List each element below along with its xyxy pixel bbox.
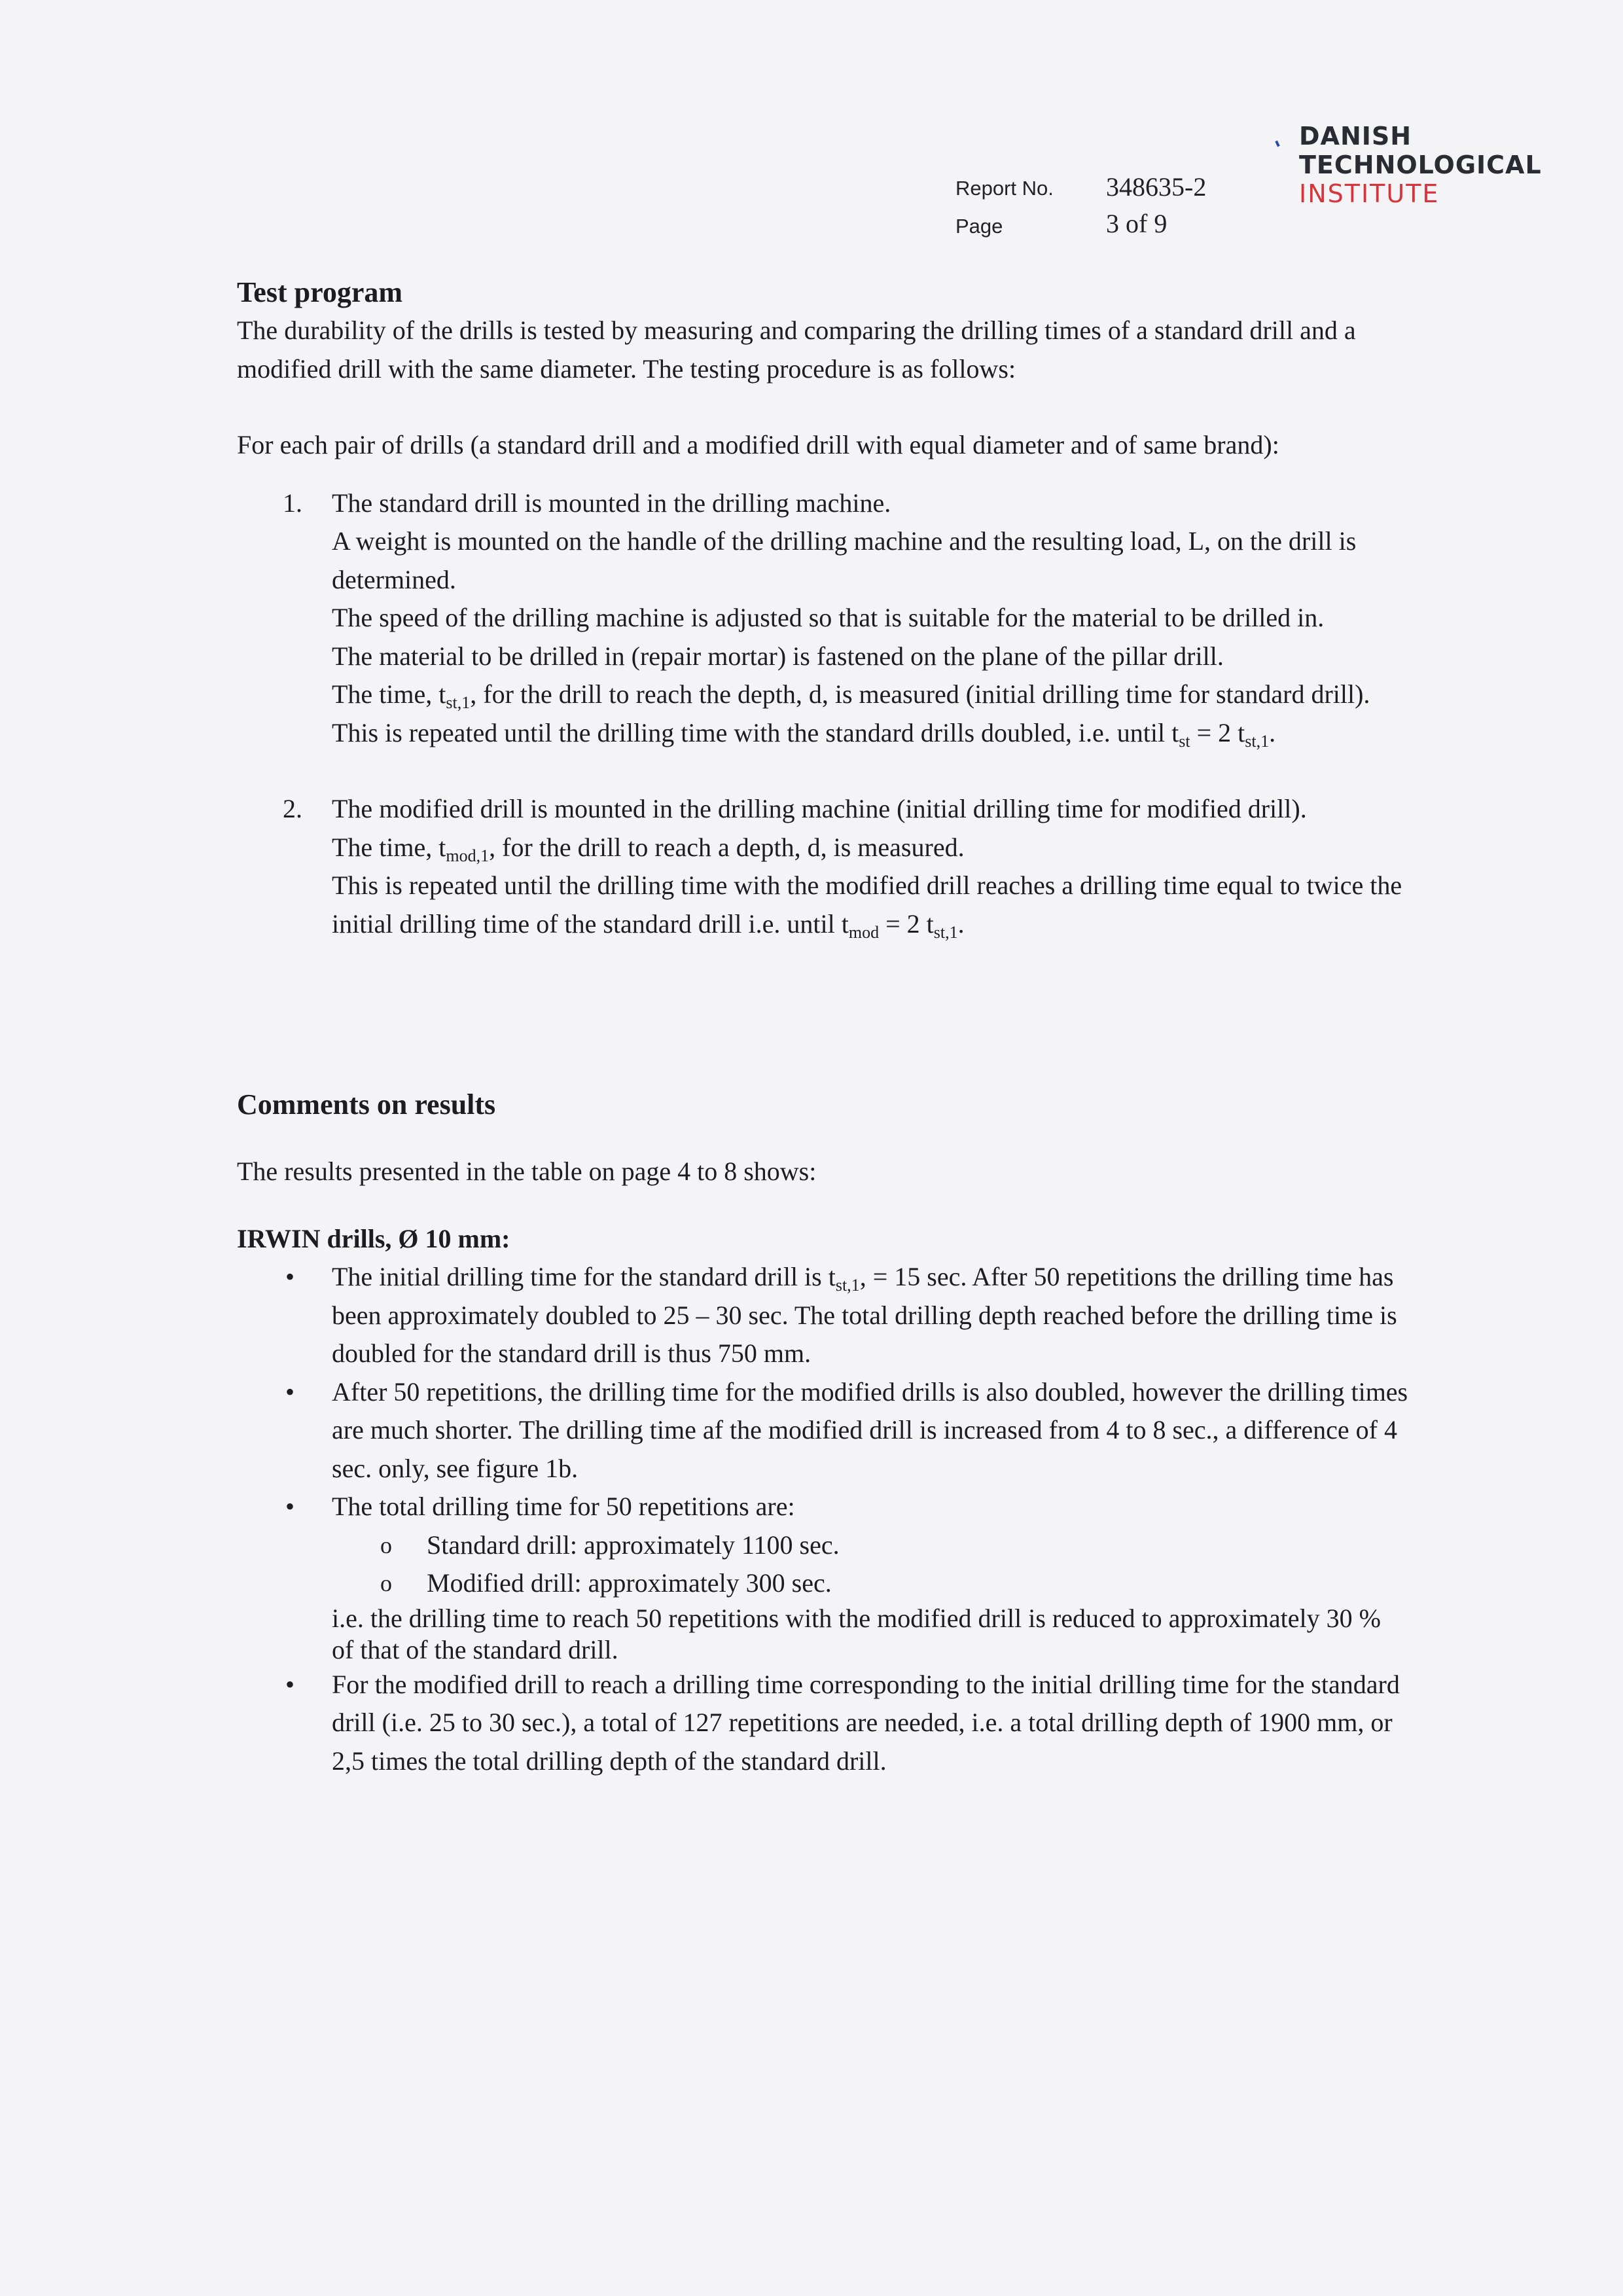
sub-bullet-standard: o Standard drill: approximately 1100 sec. xyxy=(332,1526,1408,1565)
step-number: 2. xyxy=(283,794,302,823)
bullet-icon: • xyxy=(285,1669,295,1699)
result-bullet-1: • The initial drilling time for the standard drill is $t_{st,1}$, = 15 sec. After 50 repetitions the drilling time has been approximately doubled to 25 – 30 sec. The total drilling depth reached before the drilling time is doubled for the standard drill is thus 750 mm. xyxy=(237,1258,1408,1373)
step-2-line-1: The modified drill is mounted in the drilling machine (initial drilling time for modified drill). xyxy=(332,794,1307,823)
step-2-line-3: This is repeated until the drilling time with the modified drill reaches a drilling time equal to twice the initial drilling time of the standard drill i.e. until $t_{mod} = 2$ $t_{st,1}$. xyxy=(332,870,1402,942)
result-bullet-3: • The total drilling time for 50 repetitions are: o Standard drill: approximately 1100 sec. o Modified drill: approximately 300 sec. i.e. the drilling time to reach 50 repetitions with the modified drill is reduced to approximately 30 % of that of the standard drill. xyxy=(237,1488,1408,1666)
report-no-value: 348635-2 xyxy=(1106,172,1207,202)
institute-logo xyxy=(1299,122,1542,208)
bullet-icon: • xyxy=(285,1492,295,1521)
comments-intro: The results presented in the table on page 4 to 8 shows: xyxy=(237,1157,817,1186)
bullet-icon: • xyxy=(285,1262,295,1291)
procedure-step-2 xyxy=(237,790,1408,943)
step-number: 1. xyxy=(283,488,302,518)
report-body xyxy=(237,274,1408,1780)
page-value: 3 of 9 xyxy=(1106,209,1168,238)
step-1-line-3: The speed of the drilling machine is adjusted so that is suitable for the material to be drilled in. xyxy=(332,603,1325,632)
logo-line-1: DANISH xyxy=(1299,122,1412,151)
sub-bullet-icon: o xyxy=(380,1532,392,1558)
test-program-intro: The durability of the drills is tested by measuring and comparing the drilling times of a standard drill and a modified drill with the same diameter. The testing procedure is as follows: xyxy=(237,315,1356,384)
test-program-heading: Test program xyxy=(237,276,402,308)
step-1-line-4: The material to be drilled in (repair mortar) is fastened on the plane of the pillar drill. xyxy=(332,641,1224,671)
step-1-line-1: The standard drill is mounted in the drilling machine. xyxy=(332,488,891,518)
logo-line-2: TECHNOLOGICAL xyxy=(1299,151,1542,179)
total-time-sublist xyxy=(332,1526,1408,1603)
procedure-step-1 xyxy=(237,484,1408,753)
reduction-note: i.e. the drilling time to reach 50 repetitions with the modified drill is reduced to approximately 30 % of that of the standard drill. xyxy=(332,1603,1381,1664)
procedure-list xyxy=(237,484,1408,944)
logo-line-3: INSTITUTE xyxy=(1299,179,1440,208)
bullet-icon: • xyxy=(285,1376,295,1407)
for-each-pair-text: For each pair of drills (a standard drill and a modified drill with equal diameter and of same brand): xyxy=(237,430,1279,459)
step-1-line-5: The time, $t_{st,1}$, for the drill to reach the depth, d, is measured (initial drilling time for standard drill). xyxy=(332,679,1370,712)
result-bullet-4: • For the modified drill to reach a drilling time corresponding to the initial drilling time for the standard drill (i.e. 25 to 30 sec.), a total of 127 repetitions are needed, i.e. a total drilling depth of 1900 mm, or 2,5 times the total drilling depth of the standard drill. xyxy=(237,1666,1408,1781)
step-2-line-2: The time, $t_{mod,1}$, for the drill to reach a depth, d, is measured. xyxy=(332,832,965,865)
step-1-line-6: This is repeated until the drilling time with the standard drills doubled, i.e. until $t_{st} = 2$ $t_{st,1}$. xyxy=(332,717,1276,751)
step-1-line-2: A weight is mounted on the handle of the drilling machine and the resulting load, L, on the drill is determined. xyxy=(332,526,1357,594)
report-no-label: Report No. xyxy=(955,177,1054,200)
results-bullet-list xyxy=(237,1258,1408,1780)
comments-heading: Comments on results xyxy=(237,1088,496,1121)
irwin-subheading: IRWIN drills, Ø 10 mm: xyxy=(237,1223,510,1253)
logo-mark xyxy=(1275,141,1279,147)
page-label: Page xyxy=(955,215,1003,238)
sub-bullet-icon: o xyxy=(380,1570,392,1596)
result-bullet-2: • After 50 repetitions, the drilling time for the modified drills is also doubled, however the drilling times are much shorter. The drilling time af the modified drill is increased from 4 to 8 sec., a difference of 4 sec. only, see figure 1b. xyxy=(237,1373,1408,1488)
sub-bullet-modified: o Modified drill: approximately 300 sec. xyxy=(332,1564,1408,1603)
